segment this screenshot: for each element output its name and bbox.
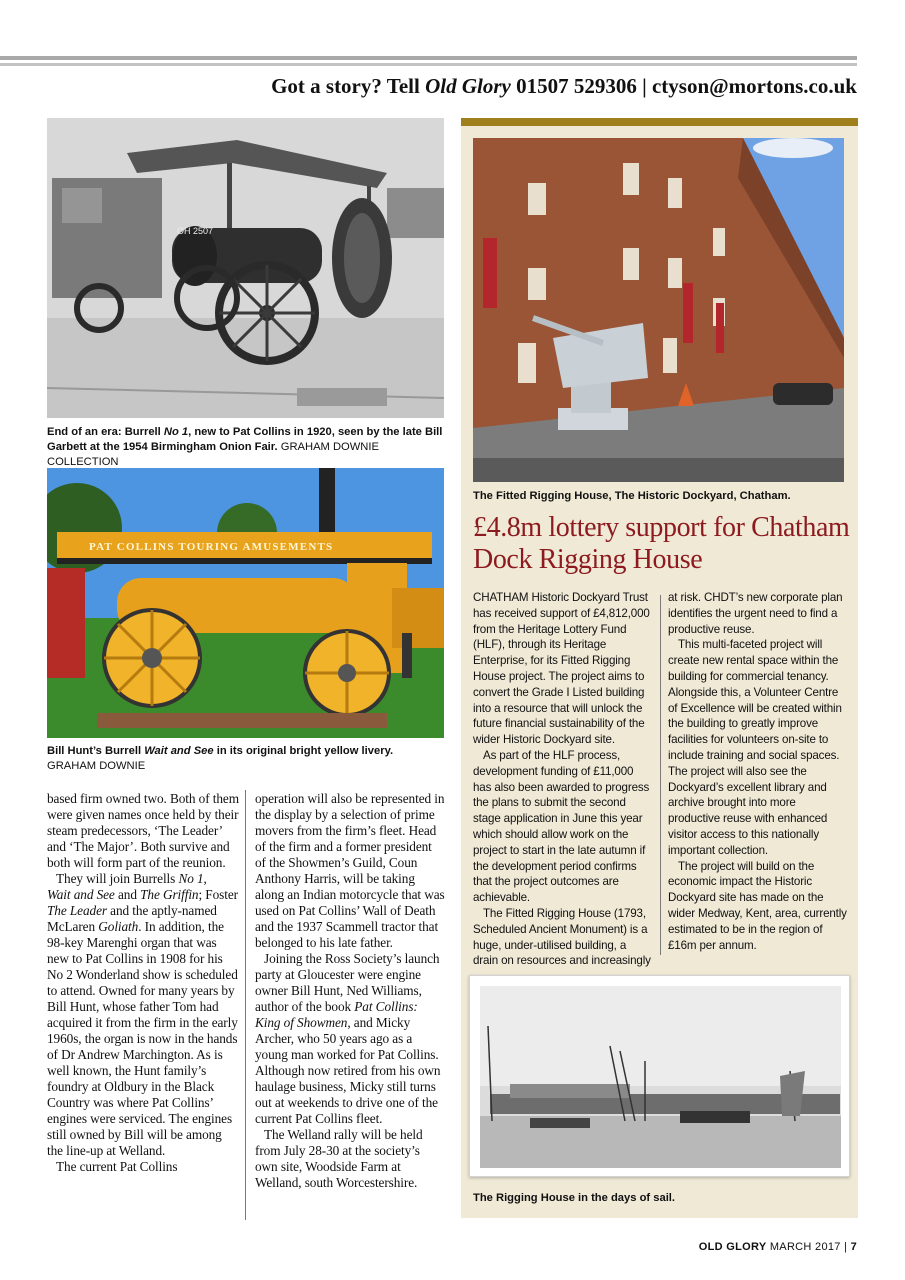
paragraph: operation will also be represented in the display by a selection of prime movers from the firm’s fleet. Head of the firm and a former president of the Showmen’s Guild, Coun Anthony Harris, will be taking along an Indian motorcycle that was used on Pat Collins’ Wall of Death and the 1937 Scammell tractor that belonged to his late father. (255, 791, 445, 950)
article-right-col1 (473, 590, 653, 969)
paragraph: at risk. CHDT’s new corporate plan identifies the urgent need to find a productive reuse. (668, 591, 843, 636)
paragraph: The Welland rally will be held from July 28-30 at the society’s own site, Woodside Farm at Welland, south Worcestershire. (255, 1127, 423, 1190)
paragraph: The project will build on the economic impact the Historic Dockyard site has made on the wider Medway, Kent, area, currently estimated to be in the region of £16m per annum. (668, 859, 847, 952)
column-divider (660, 595, 661, 955)
photo-rigging-house-sail (469, 975, 850, 1177)
column-divider (245, 790, 246, 1220)
page-footer: OLD GLORY MARCH 2017 | 7 (698, 1241, 857, 1253)
photo-burrell-no1 (47, 118, 444, 418)
paragraph: based firm owned two. Both of them were given names once held by their steam predecessors, ‘The Leader’ and ‘The Major’. Both survive and both will form part of the reunion. (47, 791, 239, 870)
top-rule-secondary (0, 63, 857, 66)
photo-rigging-house (473, 138, 844, 482)
paragraph: Joining the Ross Society’s launch party at Gloucester were engine owner Bill Hunt, Ned Williams, author of the book Pat Collins: King of Showmen, and Micky Archer, who 50 years ago as a young man worked for Pat Collins. Although now retired from his own haulage business, Micky still turns out at weekends to drive one of the current Pat Collins fleet. (255, 951, 441, 1126)
masthead: Got a story? Tell Old Glory 01507 529306 | ctyson@mortons.co.uk (271, 74, 857, 98)
photo2-caption: Bill Hunt’s Burrell Wait and See in its original bright yellow livery. GRAHAM DOWNIE (47, 745, 394, 772)
panel-top-bar (461, 118, 858, 126)
paragraph: They will join Burrells No 1, Wait and See and The Griffin; Foster The Leader and the aptly-named McLaren Goliath. In addition, the 98-key Marenghi organ that was new to Pat Collins in 1908 for his No 2 Wonderland show is scheduled to attend. Owned for many years by Bill Hunt, whose father Tom had acquired it from the firm in the early 1960s, the organ is now in the hands of Dr Andrew Marchington. As is well known, the Hunt family’s foundry at Oldbury in the Black Country was where Pat Collins’ engines were serviced. The engines still owned by Bill will be among the line-up at Welland. (47, 871, 238, 1158)
paragraph: The Fitted Rigging House (1793, Scheduled Ancient Monument) is a huge, under-utilised building, a drain on resources and increasingly (473, 906, 651, 968)
article-left-col2 (255, 791, 445, 1191)
photo3-caption: The Fitted Rigging House, The Historic Dockyard, Chatham. (473, 490, 791, 502)
article-left-col1 (47, 791, 240, 1175)
paragraph: This multi-faceted project will create new rental space within the building for commercial tenancy. Alongside this, a Volunteer Centre of Excellence will be created within the building to greatly improve facilities for volunteers on-site to include training and social spaces. The project will also see the Dockyard’s excellent library and archive brought into more productive reuse with enhanced visitor access to this nationally important collection. (668, 638, 842, 857)
engine-plate: OH 2507 (177, 226, 214, 236)
top-rule (0, 56, 857, 60)
photo-wait-and-see (47, 468, 444, 738)
paragraph: CHATHAM Historic Dockyard Trust has received support of £4,812,000 from the Heritage Lottery Fund (HLF), through its Heritage Enterprise, for its Fitted Rigging House project. The project aims to convert the Grade I Listed building into a resource that will unlock the future financial sustainability of the wider Historic Dockyard site. (473, 591, 650, 747)
article-headline: £4.8m lottery support for Chatham Dock Rigging House (473, 512, 850, 575)
paragraph: As part of the HLF process, development funding of £11,000 has also been awarded to progress the plans to submit the second stage application in June this year which should allow work on the project to start in the late autumn if the development period confirms that the project outcomes are achievable. (473, 748, 650, 905)
paragraph: The current Pat Collins (56, 1159, 178, 1174)
photo4-caption: The Rigging House in the days of sail. (473, 1192, 676, 1204)
photo1-caption: End of an era: Burrell No 1, new to Pat Collins in 1920, seen by the late Bill Garbett at the 1954 Birmingham Onion Fair. GRAHAM DOWNIE COLLECTION (47, 426, 443, 468)
article-right-col2 (668, 590, 848, 953)
canopy-text: PAT COLLINS TOURING AMUSEMENTS (89, 541, 334, 553)
